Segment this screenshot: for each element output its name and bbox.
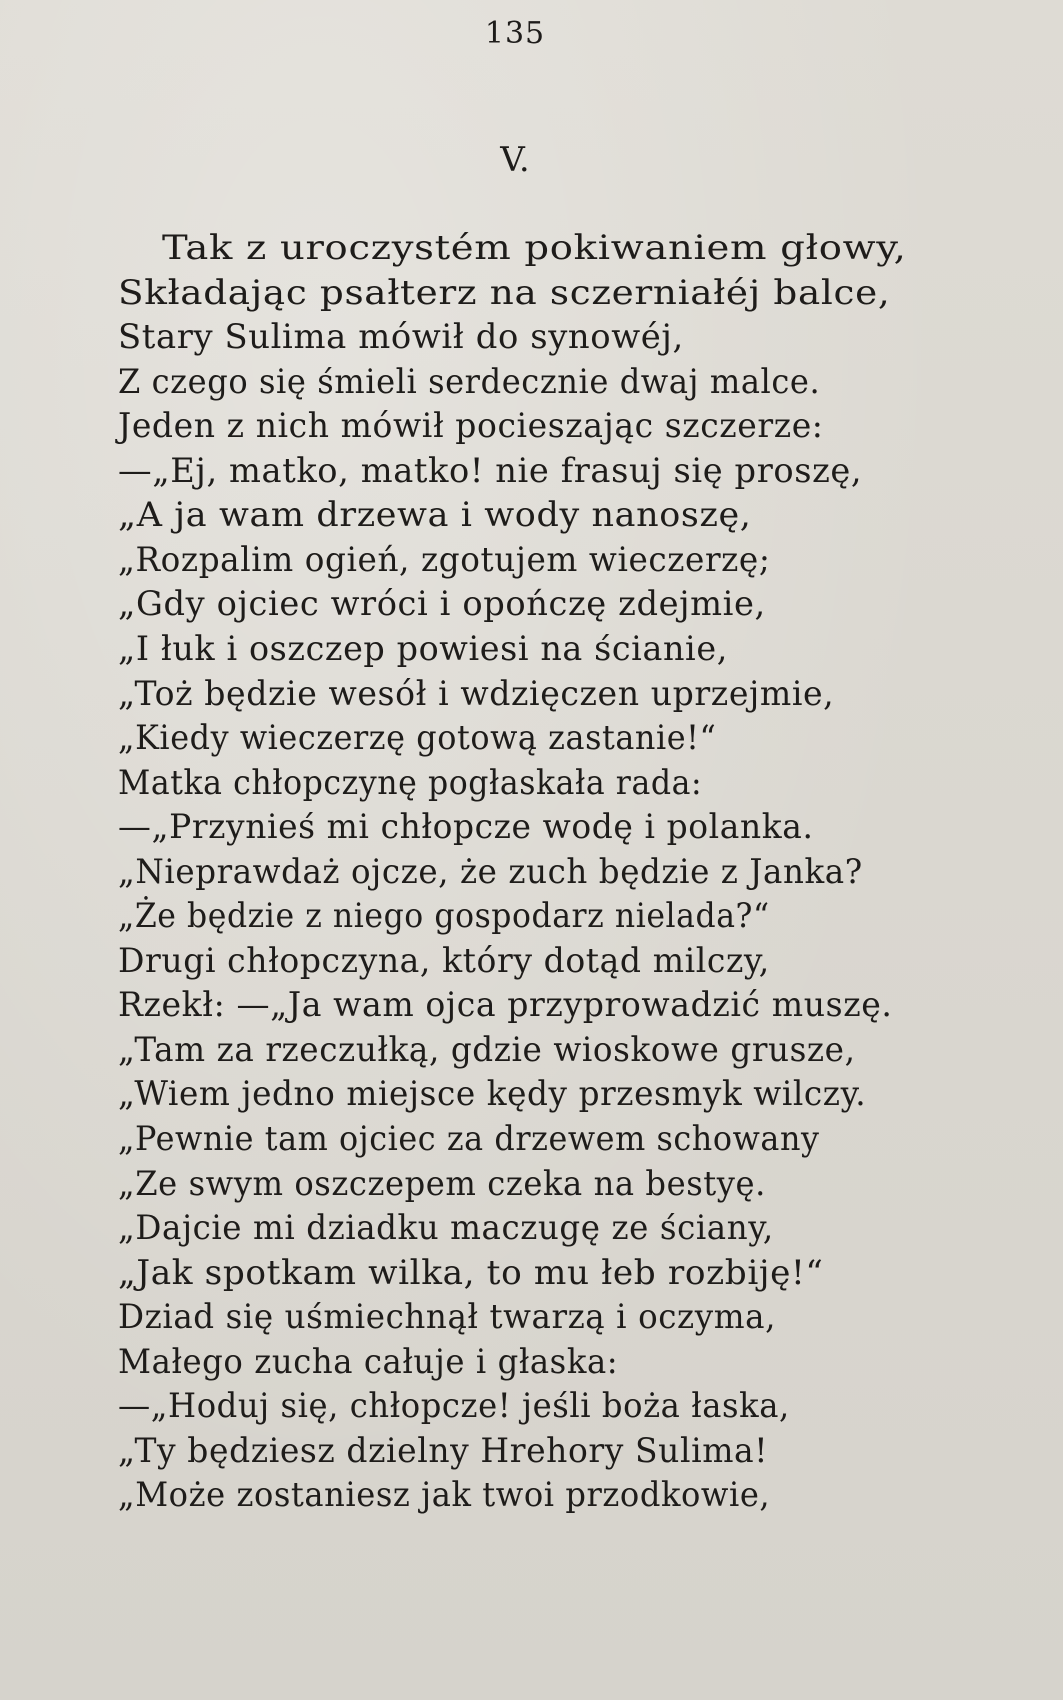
- poem-line: Jeden z nich mówił pocieszając szczerze:: [118, 406, 824, 446]
- poem-line: Z czego się śmieli serdecznie dwaj malce.: [118, 361, 821, 401]
- poem-line: „Wiem jedno miejsce kędy przesmyk wilczy.: [118, 1074, 867, 1114]
- poem-line: „Toż będzie wesół i wdzięczen uprzejmie,: [118, 673, 835, 713]
- poem-line: „Jak spotkam wilka, to mu łeb rozbiję!“: [118, 1252, 824, 1292]
- page-number: 135: [484, 16, 546, 51]
- poem-line: Składając psałterz na sczerniałéj balce,: [118, 272, 891, 312]
- poem-line: Dziad się uśmiechnął twarzą i oczyma,: [118, 1297, 776, 1337]
- poem-line: Małego zucha całuje i głaska:: [118, 1341, 619, 1381]
- poem-line: „Pewnie tam ojciec za drzewem schowany: [118, 1119, 820, 1158]
- poem-line: „Ty będziesz dzielny Hrehory Sulima!: [118, 1430, 769, 1470]
- poem-line: „Że będzie z niego gospodarz nielada?“: [118, 896, 770, 936]
- poem-line: —„Ej, matko, matko! nie frasuj się proszę,: [118, 450, 863, 490]
- poem-line: „Rozpalim ogień, zgotujem wieczerzę;: [118, 539, 771, 579]
- poem-line: —„Przynieś mi chłopcze wodę i polanka.: [118, 807, 814, 847]
- poem-line: Tak z uroczystém pokiwaniem głowy,: [162, 228, 907, 267]
- poem-line: „Może zostaniesz jak twoi przodkowie,: [118, 1475, 771, 1515]
- poem-line: „Nieprawdaż ojcze, że zuch będzie z Janka?: [118, 851, 863, 891]
- poem-line: Matka chłopczynę pogłaskała rada:: [118, 762, 703, 802]
- poem-line: „Dajcie mi dziadku maczugę ze ściany,: [118, 1208, 774, 1248]
- poem-line: Stary Sulima mówił do synowéj,: [118, 317, 684, 357]
- poem-line: —„Hoduj się, chłopcze! jeśli boża łaska,: [118, 1386, 790, 1426]
- poem-line: Rzekł: —„Ja wam ojca przyprowadzić muszę.: [118, 985, 893, 1025]
- section-heading: V.: [500, 140, 530, 180]
- poem-line: „Gdy ojciec wróci i opończę zdejmie,: [118, 584, 766, 624]
- poem-line: „Tam za rzeczułką, gdzie wioskowe grusze,: [118, 1029, 856, 1069]
- poem-line: „Ze swym oszczepem czeka na bestyę.: [118, 1163, 766, 1203]
- poem-line: „Kiedy wieczerzę gotową zastanie!“: [118, 718, 717, 758]
- poem-line: Drugi chłopczyna, który dotąd milczy,: [118, 940, 770, 980]
- poem-line: „A ja wam drzewa i wody nanoszę,: [118, 495, 752, 535]
- poem-line: „I łuk i oszczep powiesi na ścianie,: [118, 628, 728, 668]
